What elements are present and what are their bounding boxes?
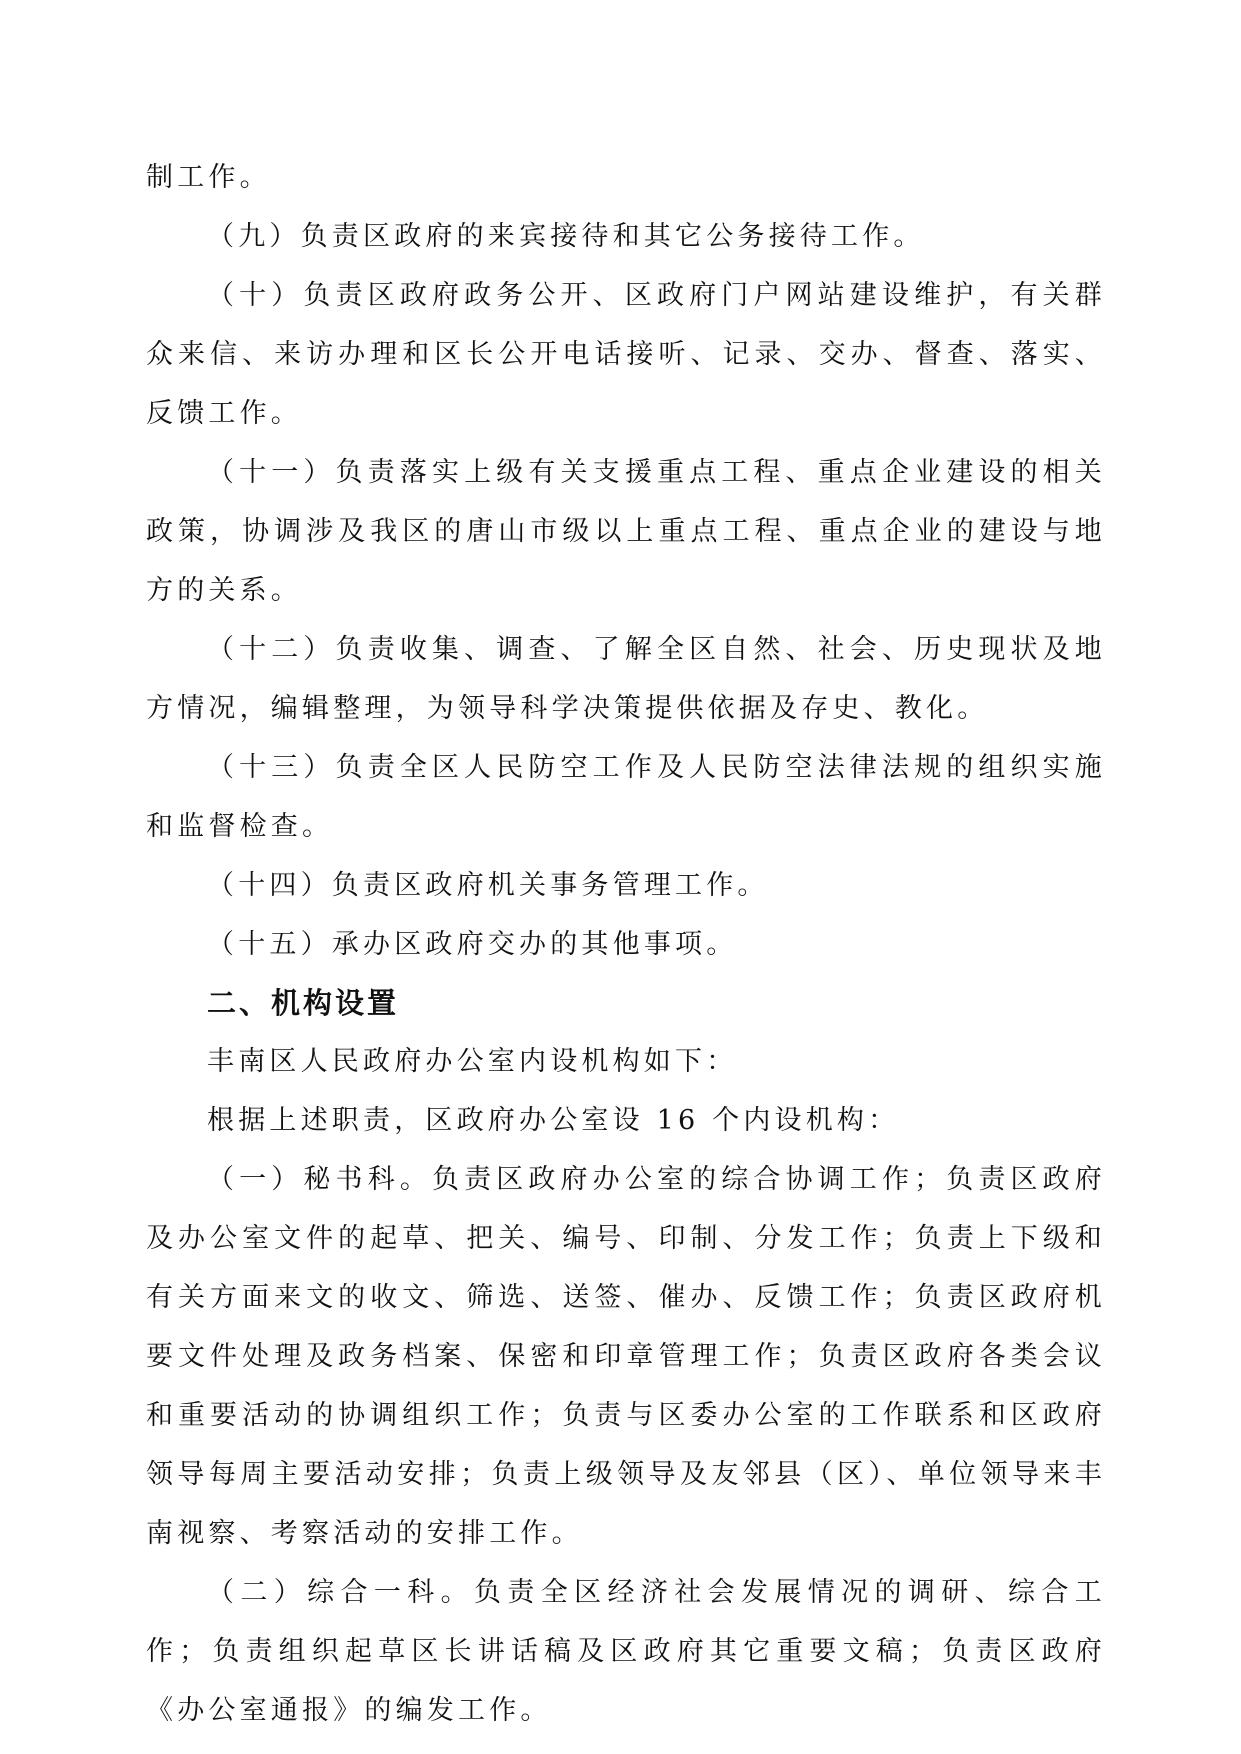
paragraph-item-10: （十）负责区政府政务公开、区政府门户网站建设维护，有关群众来信、来访办理和区长公开电话接听、记录、交办、督查、落实、反馈工作。	[146, 280, 1106, 429]
paragraph-item-9: （九）负责区政府的来宾接待和其它公务接待工作。	[207, 221, 925, 252]
paragraph-item-15: （十五）承办区政府交办的其他事项。	[207, 929, 738, 960]
section-heading: 二、机构设置	[207, 986, 400, 1020]
paragraph-continuation: 制工作。	[146, 162, 271, 193]
paragraph-secretary-section: （一）秘书科。负责区政府办公室的综合协调工作；负责区政府及办公室文件的起草、把关、编号、印制、分发工作；负责上下级和有关方面来文的收文、筛选、送签、催办、反馈工作；负责区政府机要文件处理及政务档案、保密和印章管理工作；负责区政府各类会议和重要活动的协调组织工作；负责与区委办公室的工作联系和区政府领导每周主要活动安排；负责上级领导及友邻县（区）、单位领导来丰南视察、考察活动的安排工作。	[146, 1164, 1106, 1549]
paragraph-item-14: （十四）负责区政府机关事务管理工作。	[207, 870, 769, 901]
paragraph-comprehensive-section-1: （二）综合一科。负责全区经济社会发展情况的调研、综合工作；负责组织起草区长讲话稿及区政府其它重要文稿；负责区政府《办公室通报》的编发工作。	[146, 1577, 1106, 1726]
paragraph-item-12: （十二）负责收集、调查、了解全区自然、社会、历史现状及地方情况，编辑整理，为领导科学决策提供依据及存史、教化。	[146, 634, 1106, 724]
paragraph-item-13: （十三）负责全区人民防空工作及人民防空法律法规的组织实施和监督检查。	[146, 752, 1106, 842]
paragraph-count: 根据上述职责，区政府办公室设 16 个内设机构：	[207, 1105, 900, 1136]
paragraph-item-11: （十一）负责落实上级有关支援重点工程、重点企业建设的相关政策，协调涉及我区的唐山市级以上重点工程、重点企业的建设与地方的关系。	[146, 457, 1106, 606]
paragraph-intro: 丰南区人民政府办公室内设机构如下：	[207, 1046, 738, 1077]
document-body	[146, 148, 1106, 1740]
